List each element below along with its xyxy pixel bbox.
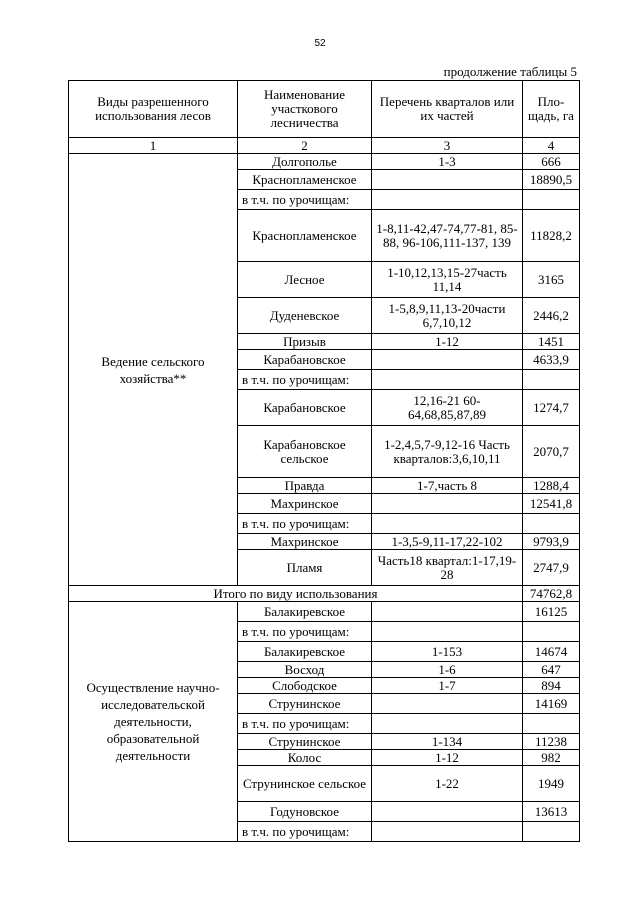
quarters-cell: 1-7 bbox=[372, 678, 523, 694]
quarters-cell bbox=[372, 622, 523, 642]
forestry-name-cell: Лесное bbox=[238, 262, 372, 298]
forestry-name-cell: Краснопламенское bbox=[238, 210, 372, 262]
column-number: 4 bbox=[523, 138, 580, 154]
quarters-cell: 1-3 bbox=[372, 154, 523, 170]
subgroup-label: в т.ч. по урочищам: bbox=[238, 714, 372, 734]
quarters-cell: 1-7,часть 8 bbox=[372, 478, 523, 494]
forestry-name-cell: Пламя bbox=[238, 550, 372, 586]
quarters-cell: 12,16-21 60-64,68,85,87,89 bbox=[372, 390, 523, 426]
use-type-cell: Осуществление научно-исследовательской деятельности, образовательной деятельности bbox=[69, 602, 238, 842]
forestry-name-cell: Струнинское сельское bbox=[238, 766, 372, 802]
header-quarters-list: Перечень кварталов или их частей bbox=[372, 81, 523, 138]
quarters-cell: 1-3,5-9,11-17,22-102 bbox=[372, 534, 523, 550]
quarters-cell bbox=[372, 694, 523, 714]
forestry-name-cell: Струнинское bbox=[238, 734, 372, 750]
area-cell: 1274,7 bbox=[523, 390, 580, 426]
forestry-name-cell: Балакиревское bbox=[238, 602, 372, 622]
area-cell: 18890,5 bbox=[523, 170, 580, 190]
column-number: 2 bbox=[238, 138, 372, 154]
area-cell: 2747,9 bbox=[523, 550, 580, 586]
quarters-cell bbox=[372, 494, 523, 514]
quarters-cell bbox=[372, 190, 523, 210]
area-cell: 1288,4 bbox=[523, 478, 580, 494]
area-cell: 9793,9 bbox=[523, 534, 580, 550]
subgroup-label: в т.ч. по урочищам: bbox=[238, 190, 372, 210]
area-cell: 982 bbox=[523, 750, 580, 766]
forestry-name-cell: Призыв bbox=[238, 334, 372, 350]
column-number: 1 bbox=[69, 138, 238, 154]
total-value: 74762,8 bbox=[523, 586, 580, 602]
area-cell: 2070,7 bbox=[523, 426, 580, 478]
quarters-cell bbox=[372, 514, 523, 534]
quarters-cell bbox=[372, 822, 523, 842]
use-type-cell: Ведение сельского хозяйства** bbox=[69, 154, 238, 586]
table-header-row bbox=[69, 81, 580, 138]
forestry-name-cell: Карабановское bbox=[238, 390, 372, 426]
quarters-cell: 1-5,8,9,11,13-20части 6,7,10,12 bbox=[372, 298, 523, 334]
quarters-cell: 1-8,11-42,47-74,77-81, 85-88, 96-106,111-137, 139 bbox=[372, 210, 523, 262]
area-cell: 16125 bbox=[523, 602, 580, 622]
quarters-cell: 1-12 bbox=[372, 750, 523, 766]
area-cell bbox=[523, 822, 580, 842]
quarters-cell: 1-6 bbox=[372, 662, 523, 678]
quarters-cell bbox=[372, 714, 523, 734]
forestry-name-cell: Колос bbox=[238, 750, 372, 766]
total-label: Итого по виду использования bbox=[69, 586, 523, 602]
quarters-cell: 1-12 bbox=[372, 334, 523, 350]
forestry-name-cell: Краснопламенское bbox=[238, 170, 372, 190]
forestry-name-cell: Карабановское сельское bbox=[238, 426, 372, 478]
forestry-name-cell: Долгополье bbox=[238, 154, 372, 170]
area-cell: 1949 bbox=[523, 766, 580, 802]
area-cell: 14169 bbox=[523, 694, 580, 714]
subgroup-label: в т.ч. по урочищам: bbox=[238, 822, 372, 842]
column-number: 3 bbox=[372, 138, 523, 154]
quarters-cell: 1-10,12,13,15-27часть 11,14 bbox=[372, 262, 523, 298]
area-cell: 2446,2 bbox=[523, 298, 580, 334]
area-cell: 1451 bbox=[523, 334, 580, 350]
quarters-cell: 1-22 bbox=[372, 766, 523, 802]
quarters-cell bbox=[372, 370, 523, 390]
subgroup-label: в т.ч. по урочищам: bbox=[238, 514, 372, 534]
area-cell: 11828,2 bbox=[523, 210, 580, 262]
area-cell: 11238 bbox=[523, 734, 580, 750]
page-number: 52 bbox=[314, 38, 326, 49]
area-cell: 14674 bbox=[523, 642, 580, 662]
quarters-cell: Часть18 квартал:1-17,19-28 bbox=[372, 550, 523, 586]
subgroup-label: в т.ч. по урочищам: bbox=[238, 622, 372, 642]
quarters-cell: 1-2,4,5,7-9,12-16 Часть кварталов:3,6,10,11 bbox=[372, 426, 523, 478]
quarters-cell bbox=[372, 802, 523, 822]
table-row bbox=[69, 602, 580, 622]
area-cell bbox=[523, 622, 580, 642]
area-cell: 13613 bbox=[523, 802, 580, 822]
forestry-name-cell: Струнинское bbox=[238, 694, 372, 714]
quarters-cell: 1-153 bbox=[372, 642, 523, 662]
forestry-name-cell: Махринское bbox=[238, 534, 372, 550]
forestry-name-cell: Дуденевское bbox=[238, 298, 372, 334]
forestry-name-cell: Махринское bbox=[238, 494, 372, 514]
area-cell: 647 bbox=[523, 662, 580, 678]
quarters-cell bbox=[372, 350, 523, 370]
header-area: Пло-щадь, га bbox=[523, 81, 580, 138]
area-cell: 894 bbox=[523, 678, 580, 694]
area-cell bbox=[523, 370, 580, 390]
area-cell bbox=[523, 714, 580, 734]
area-cell: 4633,9 bbox=[523, 350, 580, 370]
table-continuation-note: продолжение таблицы 5 bbox=[443, 64, 577, 79]
total-row bbox=[69, 586, 580, 602]
area-cell: 3165 bbox=[523, 262, 580, 298]
forestry-name-cell: Балакиревское bbox=[238, 642, 372, 662]
forest-use-table bbox=[68, 80, 580, 842]
quarters-cell bbox=[372, 602, 523, 622]
forestry-name-cell: Правда bbox=[238, 478, 372, 494]
area-cell: 12541,8 bbox=[523, 494, 580, 514]
area-cell bbox=[523, 514, 580, 534]
header-use-type: Виды разрешенного использования лесов bbox=[69, 81, 238, 138]
column-number-row bbox=[69, 138, 580, 154]
header-forestry-name: Наименование участкового лесничества bbox=[238, 81, 372, 138]
forestry-name-cell: Годуновское bbox=[238, 802, 372, 822]
forestry-name-cell: Карабановское bbox=[238, 350, 372, 370]
area-cell bbox=[523, 190, 580, 210]
forestry-name-cell: Восход bbox=[238, 662, 372, 678]
table-row bbox=[69, 154, 580, 170]
subgroup-label: в т.ч. по урочищам: bbox=[238, 370, 372, 390]
quarters-cell: 1-134 bbox=[372, 734, 523, 750]
forestry-name-cell: Слободское bbox=[238, 678, 372, 694]
area-cell: 666 bbox=[523, 154, 580, 170]
quarters-cell bbox=[372, 170, 523, 190]
